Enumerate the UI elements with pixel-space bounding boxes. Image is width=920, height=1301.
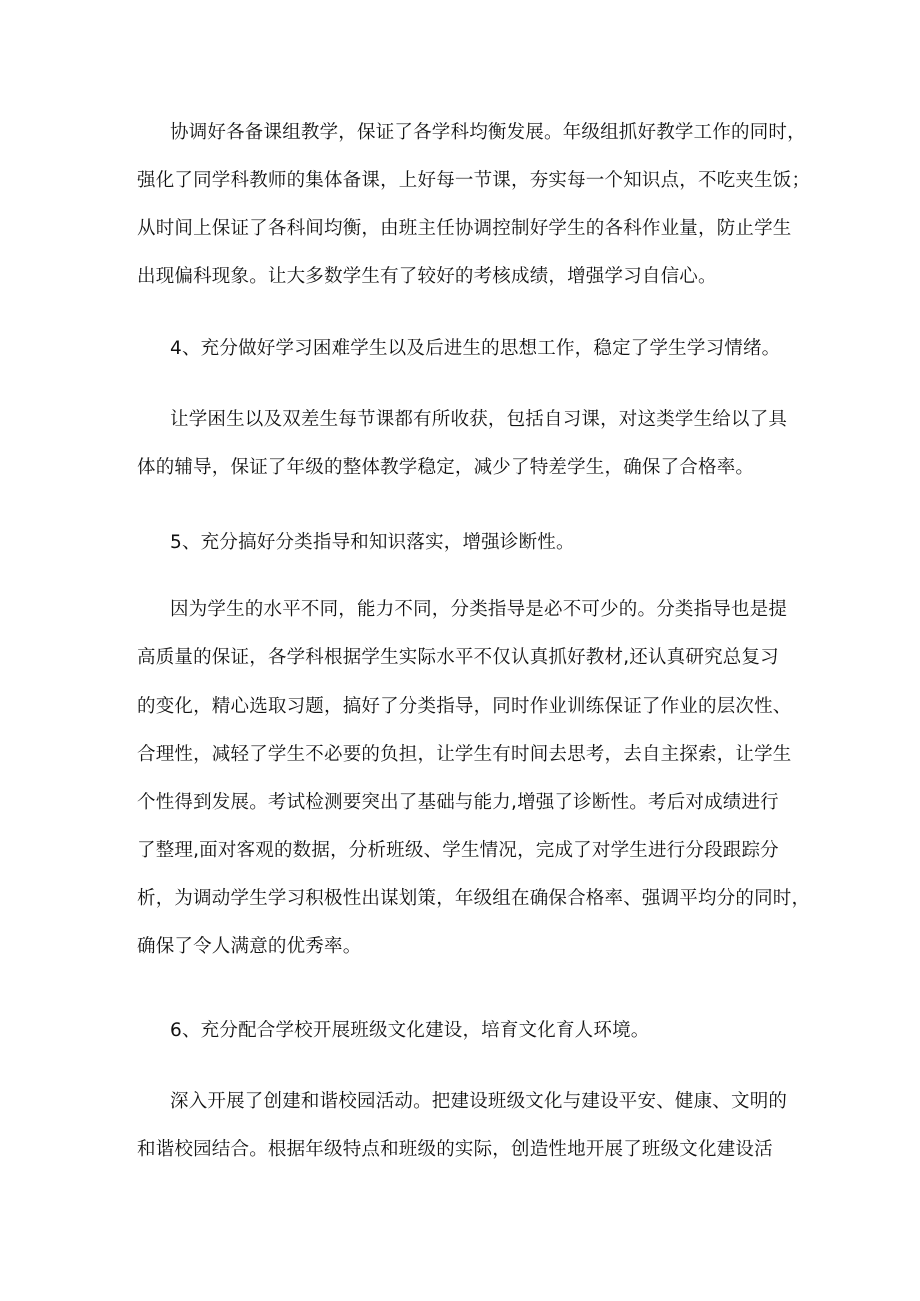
paragraph-1-line-2: 强化了同学科教师的集体备课，上好每一节课，夯实每一个知识点，不吃夹生饭； [137, 170, 811, 191]
paragraph-3-line-8: 确保了令人满意的优秀率。 [137, 936, 362, 957]
paragraph-1-line-3: 从时间上保证了各科间均衡，由班主任协调控制好学生的各科作业量，防止学生 [137, 218, 792, 239]
paragraph-3-line-1: 因为学生的水平不同，能力不同，分类指导是必不可少的。分类指导也是提 [170, 599, 788, 620]
paragraph-3-line-4: 合理性，减轻了学生不必要的负担，让学生有时间去思考，去自主探索，让学生 [137, 744, 792, 765]
section-heading-4: 4、充分做好学习困难学生以及后进生的思想工作，稳定了学生学习情绪。 [170, 338, 781, 359]
paragraph-2-line-2: 体的辅导，保证了年级的整体教学稳定，减少了特差学生，确保了合格率。 [137, 457, 755, 478]
paragraph-3-line-5: 个性得到发展。考试检测要突出了基础与能力,增强了诊断性。考后对成绩进行 [137, 792, 779, 813]
paragraph-3-line-2: 高质量的保证，各学科根据学生实际水平不仅认真抓好教材,还认真研究总复习 [137, 647, 779, 668]
paragraph-1-line-1: 协调好各备课组教学，保证了各学科均衡发展。年级组抓好教学工作的同时， [170, 122, 806, 143]
paragraph-1-line-4: 出现偏科现象。让大多数学生有了较好的考核成绩，增强学习自信心。 [137, 266, 717, 287]
section-heading-5: 5、充分搞好分类指导和知识落实，增强诊断性。 [170, 532, 575, 553]
section-heading-6: 6、充分配合学校开展班级文化建设，培育文化育人环境。 [170, 1020, 650, 1041]
paragraph-3-line-3: 的变化，精心选取习题，搞好了分类指导，同时作业训练保证了作业的层次性、 [137, 696, 792, 717]
paragraph-3-line-7: 析，为调动学生学习积极性出谋划策，年级组在确保合格率、强调平均分的同时， [137, 888, 811, 909]
paragraph-4-line-1: 深入开展了创建和谐校园活动。把建设班级文化与建设平安、健康、文明的 [170, 1091, 788, 1112]
paragraph-3-line-6: 了整理,面对客观的数据，分析班级、学生情况，完成了对学生进行分段跟踪分 [137, 840, 779, 861]
paragraph-2-line-1: 让学困生以及双差生每节课都有所收获，包括自习课，对这类学生给以了具 [170, 409, 788, 430]
paragraph-4-line-2: 和谐校园结合。根据年级特点和班级的实际，创造性地开展了班级文化建设活 [137, 1139, 773, 1160]
